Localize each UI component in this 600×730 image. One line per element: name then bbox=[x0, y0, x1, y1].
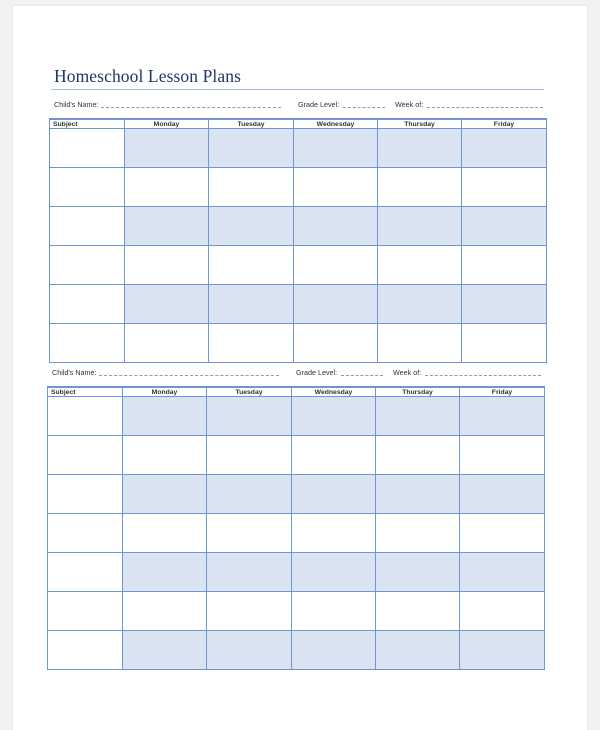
monday-cell[interactable] bbox=[125, 168, 209, 207]
monday-cell[interactable] bbox=[125, 129, 209, 168]
grade-level-label: Grade Level: bbox=[298, 100, 340, 109]
grade-level-field[interactable] bbox=[343, 107, 385, 108]
table-row bbox=[48, 592, 545, 631]
page-title: Homeschool Lesson Plans bbox=[54, 66, 242, 86]
table-row bbox=[48, 553, 545, 592]
column-header-wednesday: Wednesday bbox=[292, 387, 376, 397]
tuesday-cell[interactable] bbox=[209, 168, 294, 207]
tuesday-cell[interactable] bbox=[209, 129, 294, 168]
childs-name-field[interactable] bbox=[101, 107, 281, 108]
lesson-plan-table-2 bbox=[47, 386, 545, 670]
week-of-label: Week of: bbox=[395, 100, 424, 109]
wednesday-cell[interactable] bbox=[294, 324, 378, 363]
subject-cell[interactable] bbox=[48, 592, 123, 631]
subject-cell[interactable] bbox=[48, 397, 123, 436]
subject-cell[interactable] bbox=[48, 475, 123, 514]
thursday-cell[interactable] bbox=[378, 207, 462, 246]
thursday-cell[interactable] bbox=[376, 631, 460, 670]
table-row bbox=[50, 285, 547, 324]
subject-cell[interactable] bbox=[50, 285, 125, 324]
table-body-1 bbox=[50, 129, 547, 363]
monday-cell[interactable] bbox=[125, 207, 209, 246]
tuesday-cell[interactable] bbox=[207, 397, 292, 436]
tuesday-cell[interactable] bbox=[207, 631, 292, 670]
monday-cell[interactable] bbox=[123, 592, 207, 631]
wednesday-cell[interactable] bbox=[292, 475, 376, 514]
subject-cell[interactable] bbox=[50, 324, 125, 363]
monday-cell[interactable] bbox=[123, 436, 207, 475]
column-header-tuesday: Tuesday bbox=[209, 119, 294, 129]
thursday-cell[interactable] bbox=[376, 475, 460, 514]
tuesday-cell[interactable] bbox=[209, 324, 294, 363]
subject-cell[interactable] bbox=[50, 129, 125, 168]
tuesday-cell[interactable] bbox=[207, 475, 292, 514]
grade-level-field[interactable] bbox=[341, 375, 383, 376]
week-of-field[interactable] bbox=[427, 107, 543, 108]
column-header-thursday: Thursday bbox=[378, 119, 462, 129]
thursday-cell[interactable] bbox=[376, 397, 460, 436]
friday-cell[interactable] bbox=[462, 246, 547, 285]
week-of-field[interactable] bbox=[425, 375, 541, 376]
wednesday-cell[interactable] bbox=[294, 168, 378, 207]
table-row bbox=[50, 246, 547, 285]
table-header-row bbox=[48, 387, 545, 397]
friday-cell[interactable] bbox=[460, 553, 545, 592]
wednesday-cell[interactable] bbox=[292, 631, 376, 670]
subject-cell[interactable] bbox=[48, 514, 123, 553]
tuesday-cell[interactable] bbox=[207, 553, 292, 592]
tuesday-cell[interactable] bbox=[207, 436, 292, 475]
monday-cell[interactable] bbox=[123, 475, 207, 514]
subject-cell[interactable] bbox=[50, 207, 125, 246]
table-row bbox=[50, 324, 547, 363]
thursday-cell[interactable] bbox=[378, 129, 462, 168]
monday-cell[interactable] bbox=[125, 324, 209, 363]
wednesday-cell[interactable] bbox=[294, 285, 378, 324]
wednesday-cell[interactable] bbox=[294, 207, 378, 246]
wednesday-cell[interactable] bbox=[294, 246, 378, 285]
friday-cell[interactable] bbox=[460, 436, 545, 475]
thursday-cell[interactable] bbox=[376, 514, 460, 553]
tuesday-cell[interactable] bbox=[209, 246, 294, 285]
column-header-friday: Friday bbox=[462, 119, 547, 129]
friday-cell[interactable] bbox=[460, 514, 545, 553]
wednesday-cell[interactable] bbox=[292, 553, 376, 592]
friday-cell[interactable] bbox=[460, 475, 545, 514]
thursday-cell[interactable] bbox=[378, 246, 462, 285]
column-header-tuesday: Tuesday bbox=[207, 387, 292, 397]
table-row bbox=[50, 129, 547, 168]
friday-cell[interactable] bbox=[462, 285, 547, 324]
tuesday-cell[interactable] bbox=[209, 285, 294, 324]
column-header-subject: Subject bbox=[50, 119, 125, 129]
lesson-plan-table-1 bbox=[49, 118, 547, 363]
monday-cell[interactable] bbox=[123, 514, 207, 553]
column-header-thursday: Thursday bbox=[376, 387, 460, 397]
friday-cell[interactable] bbox=[460, 631, 545, 670]
childs-name-field[interactable] bbox=[99, 375, 279, 376]
friday-cell[interactable] bbox=[460, 592, 545, 631]
table-body-2 bbox=[48, 397, 545, 670]
subject-cell[interactable] bbox=[50, 246, 125, 285]
table-row bbox=[48, 475, 545, 514]
wednesday-cell[interactable] bbox=[294, 129, 378, 168]
table-header-row bbox=[50, 119, 547, 129]
student-info-row-2 bbox=[52, 368, 542, 380]
monday-cell[interactable] bbox=[123, 553, 207, 592]
childs-name-label: Child's Name: bbox=[52, 368, 97, 377]
grade-level-label: Grade Level: bbox=[296, 368, 338, 377]
tuesday-cell[interactable] bbox=[207, 514, 292, 553]
monday-cell[interactable] bbox=[125, 285, 209, 324]
monday-cell[interactable] bbox=[123, 397, 207, 436]
wednesday-cell[interactable] bbox=[292, 397, 376, 436]
table-row bbox=[50, 168, 547, 207]
friday-cell[interactable] bbox=[462, 129, 547, 168]
student-info-row-1 bbox=[54, 100, 544, 112]
subject-cell[interactable] bbox=[48, 436, 123, 475]
table-row bbox=[48, 397, 545, 436]
thursday-cell[interactable] bbox=[376, 553, 460, 592]
week-of-label: Week of: bbox=[393, 368, 422, 377]
tuesday-cell[interactable] bbox=[207, 592, 292, 631]
column-header-monday: Monday bbox=[123, 387, 207, 397]
subject-cell[interactable] bbox=[48, 631, 123, 670]
friday-cell[interactable] bbox=[460, 397, 545, 436]
table-row bbox=[48, 631, 545, 670]
friday-cell[interactable] bbox=[462, 207, 547, 246]
monday-cell[interactable] bbox=[123, 631, 207, 670]
thursday-cell[interactable] bbox=[376, 436, 460, 475]
wednesday-cell[interactable] bbox=[292, 592, 376, 631]
thursday-cell[interactable] bbox=[378, 285, 462, 324]
wednesday-cell[interactable] bbox=[292, 436, 376, 475]
childs-name-label: Child's Name: bbox=[54, 100, 99, 109]
subject-cell[interactable] bbox=[50, 168, 125, 207]
column-header-monday: Monday bbox=[125, 119, 209, 129]
table-row bbox=[48, 436, 545, 475]
thursday-cell[interactable] bbox=[378, 168, 462, 207]
column-header-wednesday: Wednesday bbox=[294, 119, 378, 129]
table-row bbox=[50, 207, 547, 246]
subject-cell[interactable] bbox=[48, 553, 123, 592]
thursday-cell[interactable] bbox=[378, 324, 462, 363]
title-divider bbox=[51, 89, 544, 90]
column-header-subject: Subject bbox=[48, 387, 123, 397]
friday-cell[interactable] bbox=[462, 324, 547, 363]
friday-cell[interactable] bbox=[462, 168, 547, 207]
thursday-cell[interactable] bbox=[376, 592, 460, 631]
column-header-friday: Friday bbox=[460, 387, 545, 397]
wednesday-cell[interactable] bbox=[292, 514, 376, 553]
table-row bbox=[48, 514, 545, 553]
tuesday-cell[interactable] bbox=[209, 207, 294, 246]
monday-cell[interactable] bbox=[125, 246, 209, 285]
